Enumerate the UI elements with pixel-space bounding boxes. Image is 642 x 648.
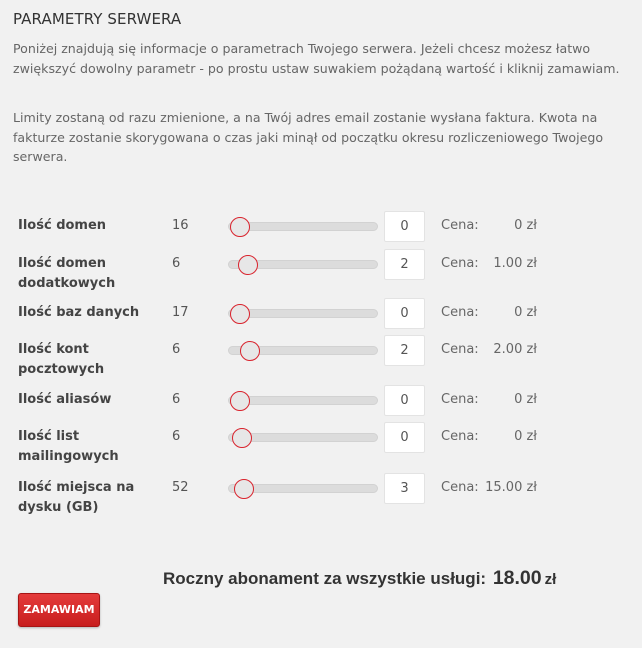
price-label: Cena: [441,429,479,444]
param-slider-thumb[interactable] [232,428,252,448]
param-current-value: 6 [172,429,181,444]
param-label: Ilość domen [18,218,107,233]
param-current-value: 6 [172,342,181,357]
param-value-box[interactable]: 0 [384,211,425,242]
intro-text: Poniżej znajdują się informacje o parametrach Twojego serwera. Jeżeli chcesz możesz łatwo zwiększyć dowolny parametr - po prostu ustaw suwakiem pożądaną wartość i kliknij zamawiam. [13,41,620,76]
annual-total-label: Roczny abonament za wszystkie usługi: [163,569,487,588]
param-value-box[interactable]: 0 [384,298,425,329]
price-value: 2.00 zł [493,342,537,357]
param-slider-thumb[interactable] [240,341,260,361]
price-value: 0 zł [514,429,537,444]
param-value-box[interactable]: 2 [384,249,425,280]
param-slider-track[interactable] [228,309,378,318]
price-label: Cena: [441,342,479,357]
price-label: Cena: [441,256,479,271]
param-slider-thumb[interactable] [234,479,254,499]
param-label: Ilość miejsca na dysku (GB) [18,480,135,515]
price-label: Cena: [441,305,479,320]
param-value-box[interactable]: 2 [384,335,425,366]
price-label: Cena: [441,480,479,495]
param-slider-thumb[interactable] [238,255,258,275]
param-slider-track[interactable] [228,396,378,405]
price-label: Cena: [441,392,479,407]
param-label: Ilość list mailingowych [18,429,119,464]
param-value-box[interactable]: 0 [384,385,425,416]
price-value: 15.00 zł [485,480,537,495]
price-label: Cena: [441,218,479,233]
page-title: PARAMETRY SERWERA [13,10,182,28]
note-text: Limity zostaną od razu zmienione, a na Twój adres email zostanie wysłana faktura. Kwota na fakturze zostanie skorygowana o czas jaki minął od początku okresu rozliczeniowego Twojego serwera. [13,110,604,164]
param-slider-thumb[interactable] [230,304,250,324]
param-current-value: 6 [172,392,181,407]
price-value: 0 zł [514,305,537,320]
param-label: Ilość kont pocztowych [18,342,105,377]
param-label: Ilość domen dodatkowych [18,256,116,291]
price-value: 1.00 zł [493,256,537,271]
annual-total [163,567,556,590]
annual-total-currency: zł [544,571,557,588]
param-value-box[interactable]: 0 [384,422,425,453]
param-label: Ilość aliasów [18,392,112,407]
price-value: 0 zł [514,392,537,407]
order-button[interactable]: ZAMAWIAM [18,593,100,627]
annual-total-amount: 18.00 [492,567,542,589]
param-value-box[interactable]: 3 [384,473,425,504]
param-slider-track[interactable] [228,222,378,231]
param-current-value: 16 [172,218,189,233]
price-value: 0 zł [514,218,537,233]
param-current-value: 17 [172,305,189,320]
param-slider-thumb[interactable] [230,217,250,237]
param-label: Ilość baz danych [18,305,140,320]
param-slider-thumb[interactable] [230,391,250,411]
param-current-value: 6 [172,256,181,271]
param-current-value: 52 [172,480,189,495]
